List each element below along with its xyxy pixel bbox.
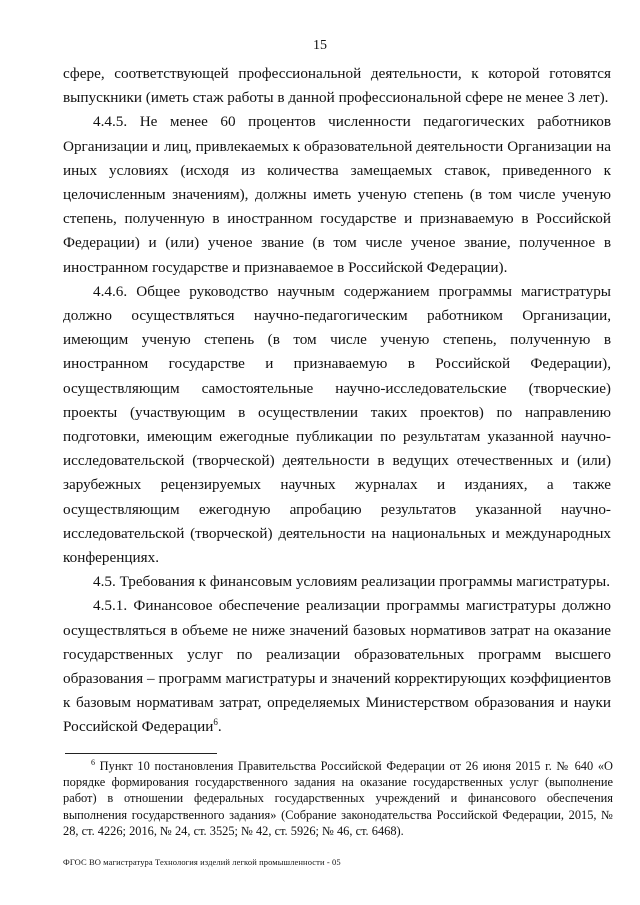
paragraph-4-5-1-tail: . xyxy=(217,718,222,736)
footnote xyxy=(63,758,613,839)
paragraph-4-5-1 xyxy=(63,594,611,739)
paragraph-4-5-1-text: 4.5.1. Финансовое обеспечение реализации программы магистратуры должно осуществляться в объеме не ниже значений базовых нормативов затрат на оказание государственных услуг по реализации образовательных программ высшего образования – программ магистратуры и значений корректирующих коэффициентов к базовым нормативам затрат, определяемых Министерством образования и науки Российской Федерации xyxy=(63,597,611,736)
main-text xyxy=(63,62,611,740)
page-number: 15 xyxy=(313,38,327,53)
document-footer: ФГОС ВО магистратура Технология изделий легкой промышленности - 05 xyxy=(63,857,341,867)
paragraph-continuation: сфере, соответствующей профессиональной деятельности, к которой готовятся выпускники (иметь стаж работы в данной профессиональной сфере не менее 3 лет). xyxy=(63,65,611,107)
footnote-separator xyxy=(65,753,217,754)
footnote-reference[interactable]: 6 xyxy=(213,717,218,728)
footnote-marker: 6 xyxy=(91,757,95,767)
paragraph-4-5: 4.5. Требования к финансовым условиям реализации программы магистратуры. xyxy=(93,573,610,591)
footnote-text: Пункт 10 постановления Правительства Российской Федерации от 26 июня 2015 г. № 640 «О порядке формирования государственного задания на оказание государственных услуг (выполнение работ) в отношении федеральных государственных учреждений и финансового обеспечения выполнения государственного задания» (Собрание законодательства Российской Федерации, 2015, № 28, ст. 4226; 2016, № 24, ст. 3525; № 42, ст. 5926; № 46, ст. 6468). xyxy=(63,759,613,838)
paragraph-4-4-5: 4.4.5. Не менее 60 процентов численности педагогических работников Организации и лиц, привлекаемых к образовательной деятельности Организации на иных условиях (исходя из количества замещаемых ставок, приведенного к целочисленным значениям), должны иметь ученую степень (в том числе ученую степень, полученную в иностранном государстве и признаваемую в Российской Федерации) и (или) ученое звание (в том числе ученое звание, полученное в иностранном государстве и признаваемое в Российской Федерации). xyxy=(63,113,611,276)
paragraph-4-4-6: 4.4.6. Общее руководство научным содержанием программы магистратуры должно осуществляться научно-педагогическим работником Организации, имеющим ученую степень (в том числе ученую степень, полученную в иностранном государстве и признаваемую в Российской Федерации), осуществляющим самостоятельные научно-исследовательские (творческие) проекты (участвующим в осуществлении таких проектов) по направлению подготовки, имеющим ежегодные публикации по результатам указанной научно-исследовательской (творческой) деятельности в ведущих отечественных и (или) зарубежных рецензируемых научных журналах и изданиях, а также осуществляющим ежегодную апробацию результатов указанной научно-исследовательской (творческой) деятельности на национальных и международных конференциях. xyxy=(63,282,611,567)
